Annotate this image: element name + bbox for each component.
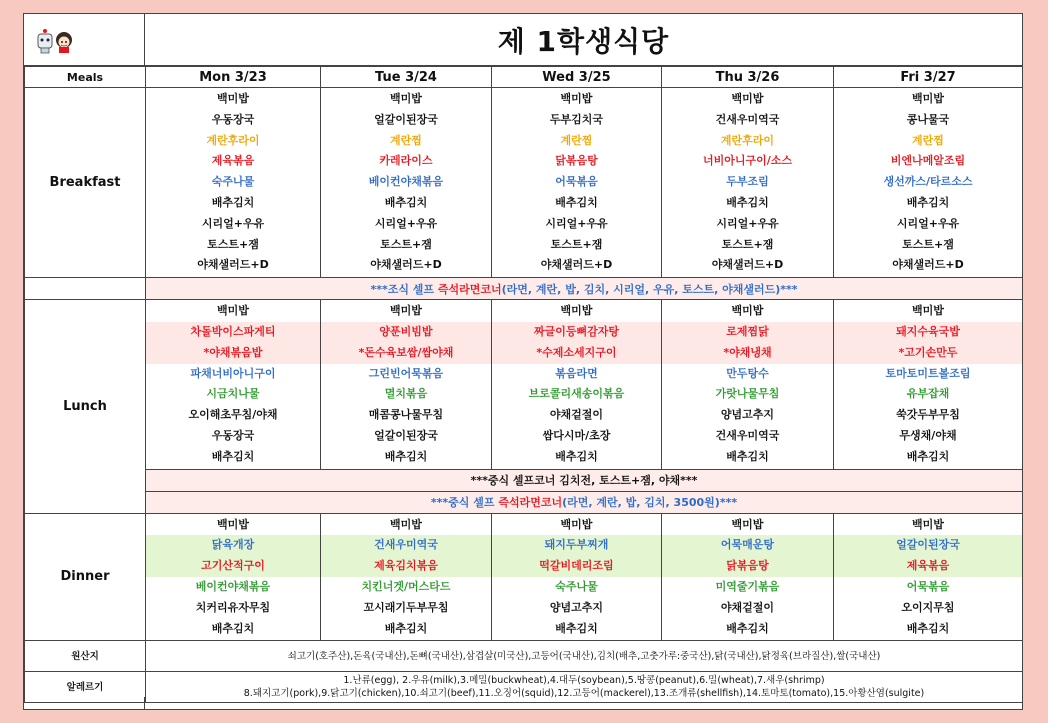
origin-row (25, 641, 1023, 672)
menu-item: 베이컨야채볶음 (195, 579, 271, 593)
menu-item: 배추김치 (906, 621, 950, 635)
menu-item: 미역줄기볶음 (715, 579, 780, 593)
day-header: Fri 3/27 (834, 67, 1023, 88)
menu-item: 배추김치 (384, 621, 428, 635)
menu-item: 무생채/야채 (899, 428, 957, 442)
breakfast-banner-row (25, 278, 1023, 300)
menu-item: 배추김치 (555, 621, 598, 635)
mascot-logo-icon (24, 14, 145, 66)
menu-item: 야채샐러드+D (711, 258, 784, 272)
dinner-day-cell (492, 513, 662, 641)
allergy-text (146, 672, 1023, 703)
dinner-day-cell (146, 513, 321, 641)
allergy-label: 알레르기 (25, 672, 146, 703)
day-header: Mon 3/23 (146, 67, 321, 88)
menu-item: 꼬시래기두부무침 (363, 600, 449, 614)
menu-item: 만두탕수 (726, 366, 769, 380)
logo-area (24, 14, 145, 66)
menu-item: 어묵볶음 (906, 579, 950, 593)
breakfast-day-cell (492, 88, 662, 278)
menu-item: 멸치볶음 (384, 387, 428, 401)
lunch-day-cell (321, 300, 492, 469)
menu-item: 백미밥 (390, 92, 422, 105)
menu-item: 너비아니구이/소스 (702, 154, 793, 168)
menu-item: 파채너비아니구이 (190, 366, 276, 380)
menu-item: 야채샐러드+D (370, 258, 442, 272)
allergy-row (25, 672, 1023, 703)
menu-item: 제육볶음 (834, 556, 1022, 577)
menu-item: 백미밥 (217, 92, 249, 105)
breakfast-day-cell (146, 88, 321, 278)
menu-item: 닭육개장 (146, 535, 320, 556)
menu-item: 얼갈이된장국 (374, 428, 438, 442)
page-title: 제 1학생식당 (145, 14, 1022, 66)
menu-item: 계란찜 (560, 133, 593, 147)
menu-item: 야채샐러드+D (892, 258, 964, 272)
menu-item: 토스트+잼 (380, 237, 432, 251)
dinner-day-cell (834, 513, 1023, 641)
menu-item: 닭볶음탕 (555, 154, 598, 168)
menu-item: 야채샐러드+D (540, 258, 613, 272)
lunch-day-cell (492, 300, 662, 469)
menu-item: 브로콜리새송이볶음 (528, 387, 625, 401)
menu-item: *야채볶음밥 (146, 343, 320, 364)
menu-item: *고기손만두 (834, 343, 1022, 364)
menu-item: 배추김치 (906, 449, 950, 463)
day-header: Thu 3/26 (662, 67, 834, 88)
menu-item: 숙주나물 (555, 579, 598, 593)
banner-highlight: 즉석라면코너 (437, 282, 502, 296)
menu-item: 시리얼+우유 (545, 216, 608, 230)
menu-item: 배추김치 (384, 449, 428, 463)
menu-item: 백미밥 (912, 92, 944, 105)
menu-item: *수제소세지구이 (492, 343, 661, 364)
menu-item: 배추김치 (726, 195, 769, 209)
menu-item: 배추김치 (726, 621, 769, 635)
lunch-row (25, 300, 1023, 469)
menu-item: 건새우미역국 (321, 535, 491, 556)
menu-item: 양푼비빔밥 (321, 322, 491, 343)
menu-item: 시리얼+우유 (896, 216, 960, 230)
origin-label: 원산지 (25, 641, 146, 672)
menu-item: 가랏나물무침 (715, 387, 780, 401)
menu-item: 백미밥 (390, 304, 422, 318)
menu-item: 비엔나메알조림 (890, 154, 966, 168)
menu-item: 얼갈이된장국 (374, 112, 438, 126)
menu-item: 베이컨야채볶음 (368, 175, 444, 189)
menu-item: 콩나물국 (906, 112, 950, 126)
lunch-day-cell (834, 300, 1023, 469)
breakfast-day-cell (834, 88, 1023, 278)
dinner-day-cell (662, 513, 834, 641)
menu-item: 배추김치 (906, 195, 950, 209)
menu-item: 숙주나물 (211, 175, 255, 189)
menu-item: 시리얼+우유 (201, 216, 265, 230)
menu-item: 오이해초무침/야채 (188, 408, 278, 422)
menu-item: 시리얼+우유 (374, 216, 438, 230)
menu-item: 백미밥 (731, 517, 764, 531)
menu-item: 생선까스/타르소스 (883, 175, 973, 189)
menu-item: 로제찜닭 (662, 322, 833, 343)
menu-item: 두부조림 (726, 175, 769, 189)
menu-item: 치킨너겟/머스타드 (361, 579, 451, 593)
menu-item: 토스트+잼 (550, 237, 603, 251)
menu-item: 백미밥 (217, 517, 249, 531)
menu-item: 토스트+잼 (721, 237, 774, 251)
menu-item: 유부잡채 (906, 387, 950, 401)
menu-item: 배추김치 (555, 449, 598, 463)
day-header: Tue 3/24 (321, 67, 492, 88)
menu-item: 야채겉절이 (720, 600, 775, 614)
menu-item: 돼지두부찌개 (492, 535, 661, 556)
dinner-label: Dinner (25, 513, 146, 641)
lunch-label: Lunch (25, 300, 146, 513)
banner-prefix: ***중식 셀프 (430, 496, 499, 510)
menu-item: 쑥갓두부무침 (896, 408, 960, 422)
menu-item: 백미밥 (217, 304, 249, 318)
menu-item: 백미밥 (731, 92, 764, 105)
menu-table (24, 66, 1023, 703)
menu-item: 시금치나물 (206, 387, 260, 401)
menu-item: 카레라이스 (379, 154, 433, 168)
menu-item: 백미밥 (731, 304, 764, 318)
lunch-ramen-banner (146, 491, 1023, 513)
menu-sheet (23, 13, 1023, 710)
banner-suffix: (라면, 계란, 밥, 김치, 3500원)*** (562, 496, 738, 510)
allergy-line: 8.돼지고기(pork),9.닭고기(chicken),10.쇠고기(beef),11.오징어(squid),12.고등어(mackerel),13.조개류(shellfish),14.토마토(tomato),15.아황산염(sulgite) (243, 688, 925, 700)
menu-item: 닭볶음탕 (662, 556, 833, 577)
menu-item: 백미밥 (390, 517, 422, 531)
menu-item: 어묵볶음 (555, 175, 598, 189)
menu-item: 양념고추지 (720, 408, 775, 422)
menu-item: 제육김치볶음 (321, 556, 491, 577)
lunch-self-banner: ***중식 셀프코너 김치전, 토스트+잼, 야채*** (146, 469, 1023, 491)
menu-item: 배추김치 (555, 195, 598, 209)
day-header: Wed 3/25 (492, 67, 662, 88)
menu-item: 우동장국 (211, 112, 255, 126)
menu-item: 계란찜 (912, 133, 944, 147)
menu-item: 계란찜 (390, 133, 422, 147)
menu-item: 매콤콩나물무침 (368, 408, 444, 422)
menu-item: 야채겉절이 (549, 408, 604, 422)
menu-item: 치커리유자무침 (195, 600, 271, 614)
allergy-line: 1.난류(egg), 2.우유(milk),3.메밀(buckwheat),4.대두(soybean),5.땅콩(peanut),6.밀(wheat),7.새우(shrimp) (343, 675, 825, 687)
menu-item: 야채샐러드+D (197, 258, 269, 272)
menu-item: 건새우미역국 (715, 112, 780, 126)
menu-item: 건새우미역국 (715, 428, 780, 442)
menu-item: 양념고추지 (549, 600, 604, 614)
menu-item: *야채냉채 (662, 343, 833, 364)
menu-item: 토마토미트볼조림 (885, 366, 971, 380)
menu-item: 토스트+잼 (207, 237, 259, 251)
breakfast-row (25, 88, 1023, 278)
menu-item: 제육볶음 (211, 154, 255, 168)
menu-item: 배추김치 (726, 449, 769, 463)
menu-item: 시리얼+우유 (716, 216, 779, 230)
menu-item: 얼갈이된장국 (834, 535, 1022, 556)
banner-suffix: (라면, 계란, 밥, 김치, 시리얼, 우유, 토스트, 야채샐러드)*** (501, 282, 798, 296)
breakfast-label-spacer (25, 278, 146, 300)
menu-item: 떡갈비데리조림 (492, 556, 661, 577)
menu-item: 돼지수육국밥 (834, 322, 1022, 343)
breakfast-self-banner (146, 278, 1023, 300)
menu-item: 볶음라면 (555, 366, 598, 380)
menu-item: 백미밥 (560, 304, 593, 318)
lunch-day-cell (146, 300, 321, 469)
banner-prefix: ***조식 셀프 (370, 282, 438, 296)
menu-item: 백미밥 (912, 304, 944, 318)
menu-item: 백미밥 (560, 92, 593, 105)
menu-item: 배추김치 (211, 195, 255, 209)
lunch-day-cell (662, 300, 834, 469)
lunch-banner-row (25, 469, 1023, 491)
breakfast-day-cell (662, 88, 834, 278)
menu-item: 백미밥 (912, 517, 944, 531)
breakfast-label: Breakfast (25, 88, 146, 278)
menu-item: 우동장국 (211, 428, 255, 442)
menu-item: 그린빈어묵볶음 (368, 366, 444, 380)
menu-item: 오이지무침 (901, 600, 955, 614)
dinner-row (25, 513, 1023, 641)
menu-item: 배추김치 (211, 621, 255, 635)
origin-text: 쇠고기(호주산),돈육(국내산),돈뼈(국내산),삼겹살(미국산),고등어(국내산),김치(배추,고춧가루:중국산),닭(국내산),닭정육(브라질산),쌀(국내산) (146, 641, 1023, 672)
menu-item: 어묵매운탕 (662, 535, 833, 556)
menu-item: 쌈다시마/초장 (542, 428, 611, 442)
menu-item: 고기산적구이 (146, 556, 320, 577)
menu-item: 배추김치 (211, 449, 255, 463)
menu-item: 계란후라이 (206, 133, 260, 147)
menu-item: 배추김치 (384, 195, 428, 209)
menu-item: 토스트+잼 (902, 237, 954, 251)
footer-spacer (24, 697, 145, 709)
menu-item: 계란후라이 (720, 133, 775, 147)
breakfast-day-cell (321, 88, 492, 278)
day-header-row (25, 67, 1023, 88)
menu-item: 차돌박이스파게티 (146, 322, 320, 343)
menu-item: 백미밥 (560, 517, 593, 531)
dinner-day-cell (321, 513, 492, 641)
meals-header: Meals (25, 67, 146, 88)
banner-highlight: 즉석라면코너 (498, 496, 563, 510)
menu-item: 두부김치국 (549, 112, 604, 126)
menu-item: 짜글이등뼈감자탕 (492, 322, 661, 343)
menu-item: *돈수육보쌈/쌈야채 (321, 343, 491, 364)
lunch-ramen-banner-row (25, 491, 1023, 513)
